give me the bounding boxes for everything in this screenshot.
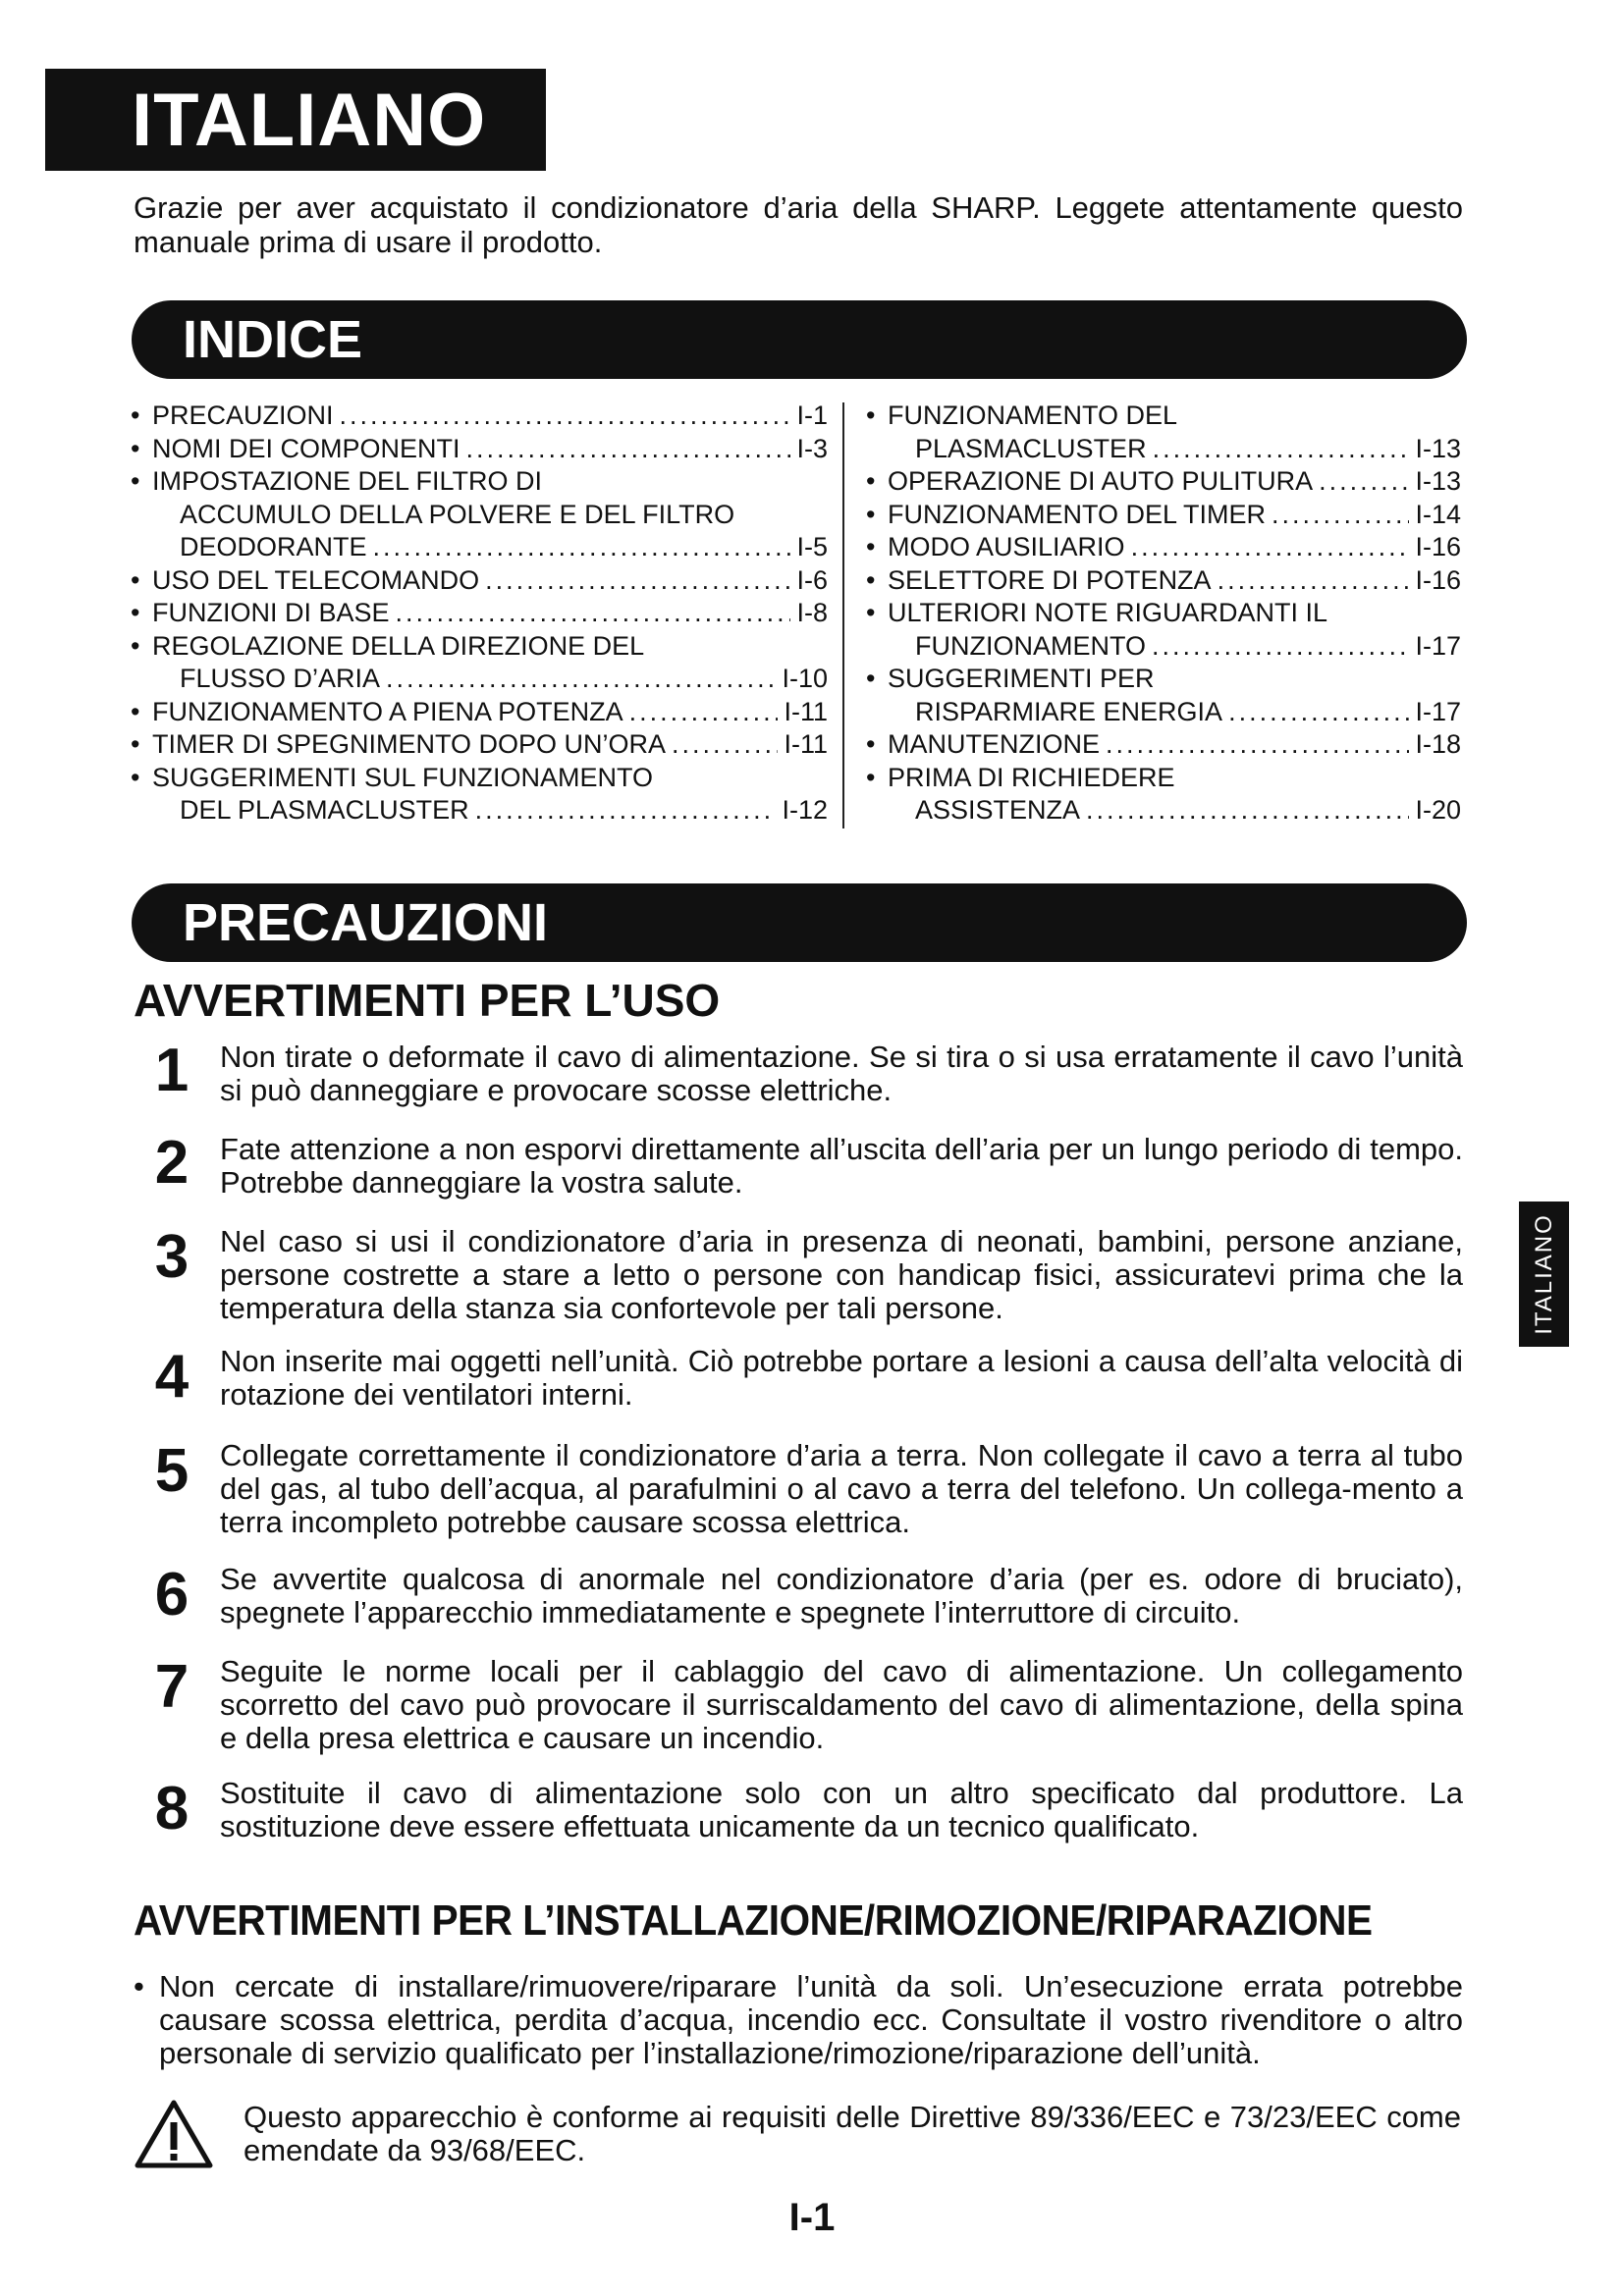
- warning-number: 7: [154, 1653, 189, 1721]
- toc-label: ULTERIORI NOTE RIGUARDANTI IL: [888, 598, 1328, 627]
- indent: [131, 499, 180, 532]
- indent: [866, 433, 915, 466]
- warning-text: Non inserite mai oggetti nell’unità. Ciò potrebbe portare a lesioni a causa dell’alta velocità di rotazione dei ventilatori interni.: [220, 1344, 1463, 1412]
- toc-label: SUGGERIMENTI SUL FUNZIONAMENTO: [152, 762, 654, 792]
- warning-text: Non tirate o deformate il cavo di alimentazione. Se si tira o si usa erratamente il cavo l’unità si può danneggiare e provocare scosse elettriche.: [220, 1040, 1463, 1107]
- toc-line: [131, 465, 828, 499]
- bullet: •: [131, 466, 140, 496]
- toc-page-number: I-10: [782, 664, 828, 693]
- toc-line: [866, 762, 1461, 795]
- bullet: •: [131, 630, 140, 661]
- toc-entry: [866, 597, 1461, 663]
- warning-number: 6: [154, 1561, 189, 1629]
- toc-line: [131, 499, 828, 532]
- bullet: •: [866, 499, 876, 529]
- toc-line: [866, 531, 1461, 564]
- warning-number: 2: [154, 1129, 189, 1197]
- toc-line: [131, 728, 828, 762]
- usage-warnings-heading: AVVERTIMENTI PER L’USO: [134, 975, 721, 1026]
- indent: [131, 663, 180, 696]
- toc-label: ACCUMULO DELLA POLVERE E DEL FILTRO: [180, 499, 735, 529]
- bullet: •: [131, 564, 140, 595]
- toc-entry: [131, 433, 828, 466]
- bullet: •: [131, 433, 140, 463]
- warning-number: 1: [154, 1037, 189, 1104]
- toc-line: [131, 696, 828, 729]
- toc-leader: [1272, 499, 1409, 532]
- toc-page-number: I-1: [796, 400, 828, 430]
- toc-entry: [131, 762, 828, 828]
- bullet: •: [866, 762, 876, 792]
- toc-line: [866, 465, 1461, 499]
- bullet: •: [134, 1969, 144, 2003]
- toc-label: PRIMA DI RICHIEDERE: [888, 762, 1175, 792]
- warning-number: 4: [154, 1343, 189, 1411]
- bullet: •: [866, 400, 876, 430]
- indent: [131, 531, 180, 564]
- toc-label: PLASMACLUSTER: [915, 433, 1147, 463]
- toc-label: IMPOSTAZIONE DEL FILTRO DI: [152, 466, 543, 496]
- toc-line: [131, 630, 828, 664]
- toc-label: FLUSSO D’ARIA: [180, 664, 381, 693]
- toc-label: FUNZIONAMENTO A PIENA POTENZA: [152, 696, 623, 726]
- indent: [131, 794, 180, 828]
- language-title: ITALIANO: [45, 69, 546, 171]
- toc-label: REGOLAZIONE DELLA DIREZIONE DEL: [152, 630, 645, 661]
- toc-page-number: I-13: [1415, 466, 1461, 496]
- toc-leader: [466, 433, 791, 466]
- toc-label: FUNZIONI DI BASE: [152, 598, 390, 627]
- install-note-text: Non cercate di installare/rimuovere/riparare l’unità da soli. Un’esecuzione errata potrebbe causare scossa elettrica, perdita d’acqua, incendio ecc. Consultate il vostro rivenditore o altro personale di servizio qualificato per l’installazione/rimozione/riparazione dell’unità.: [159, 1969, 1463, 2070]
- toc-label: FUNZIONAMENTO DEL: [888, 400, 1178, 430]
- page-number: I-1: [788, 2196, 836, 2239]
- toc-line: [866, 663, 1461, 696]
- toc-page-number: I-18: [1415, 729, 1461, 759]
- warning-number: 5: [154, 1437, 189, 1505]
- toc-page-number: I-11: [784, 729, 828, 759]
- toc-label: USO DEL TELECOMANDO: [152, 564, 480, 595]
- bullet: •: [131, 729, 140, 759]
- toc-line: [866, 728, 1461, 762]
- language-side-tab: [1519, 1201, 1569, 1347]
- toc-line: [131, 762, 828, 795]
- toc-page-number: I-16: [1415, 532, 1461, 561]
- toc-line: [866, 400, 1461, 433]
- warning-text: Seguite le norme locali per il cablaggio del cavo di alimentazione. Un collegamento scorretto del cavo può provocare il surriscaldamento del cavo di alimentazione, della spina e della presa elettrica e causare un incendio.: [220, 1654, 1463, 1755]
- toc-label: MODO AUSILIARIO: [888, 532, 1125, 561]
- precautions-title: PRECAUZIONI: [132, 883, 1467, 962]
- toc-entry: [131, 597, 828, 630]
- toc-page-number: I-3: [796, 433, 828, 463]
- warning-text: Nel caso si usi il condizionatore d’aria in presenza di neonati, bambini, persone anziane, persone costrette a stare a letto o persone con handicap fisici, assicuratevi prima che la temperatura della stanza sia confortevole per tali persone.: [220, 1224, 1463, 1325]
- toc-label: PRECAUZIONI: [152, 400, 334, 430]
- toc-leader: [340, 400, 791, 433]
- bullet: •: [866, 664, 876, 693]
- toc-leader: [373, 531, 791, 564]
- toc-leader: [672, 728, 778, 762]
- toc-page-number: I-5: [796, 532, 828, 561]
- toc-line: [131, 433, 828, 466]
- toc-entry: [866, 499, 1461, 532]
- bullet: •: [866, 466, 876, 496]
- toc-label: DEL PLASMACLUSTER: [180, 795, 469, 825]
- toc-page-number: I-17: [1415, 696, 1461, 726]
- toc-entry: [866, 564, 1461, 598]
- toc-line: [131, 663, 828, 696]
- toc-label: SUGGERIMENTI PER: [888, 664, 1155, 693]
- bullet: •: [131, 762, 140, 792]
- warning-triangle-icon: [134, 2099, 214, 2169]
- toc-line: [866, 630, 1461, 664]
- toc-leader: [396, 597, 791, 630]
- toc-line: [866, 564, 1461, 598]
- toc-leader: [386, 663, 776, 696]
- toc-label: NOMI DEI COMPONENTI: [152, 433, 460, 463]
- toc-line: [866, 794, 1461, 828]
- toc-divider: [842, 402, 844, 828]
- toc-leader: [1086, 794, 1409, 828]
- toc-label: OPERAZIONE DI AUTO PULITURA: [888, 466, 1314, 496]
- toc-entry: [131, 696, 828, 729]
- toc-leader: [629, 696, 779, 729]
- toc-page-number: I-14: [1415, 499, 1461, 529]
- toc-page-number: I-20: [1415, 795, 1461, 825]
- toc-leader: [1106, 728, 1409, 762]
- warning-text: Fate attenzione a non esporvi direttamente all’uscita dell’aria per un lungo periodo di tempo. Potrebbe danneggiare la vostra salute.: [220, 1132, 1463, 1200]
- toc-entry: [866, 728, 1461, 762]
- toc-line: [131, 400, 828, 433]
- toc-page-number: I-13: [1415, 433, 1461, 463]
- toc-label: RISPARMIARE ENERGIA: [915, 696, 1223, 726]
- toc-label: FUNZIONAMENTO: [915, 630, 1146, 661]
- toc-right-column: [866, 400, 1461, 828]
- toc-left-column: [131, 400, 828, 828]
- toc-page-number: I-16: [1415, 564, 1461, 595]
- indent: [866, 696, 915, 729]
- toc-page-number: I-17: [1415, 630, 1461, 661]
- toc-label: MANUTENZIONE: [888, 729, 1100, 759]
- toc-line: [866, 597, 1461, 630]
- toc-entry: [131, 564, 828, 598]
- toc-leader: [1153, 433, 1410, 466]
- toc-entry: [866, 762, 1461, 828]
- warning-text: Se avvertite qualcosa di anormale nel condizionatore d’aria (per es. odore di bruciato), spegnete l’apparecchio immediatamente e spegnete l’interruttore di circuito.: [220, 1562, 1463, 1629]
- bullet: •: [866, 598, 876, 627]
- toc-label: SELETTORE DI POTENZA: [888, 564, 1212, 595]
- toc-entry: [866, 663, 1461, 728]
- install-warnings-heading: AVVERTIMENTI PER L’INSTALLAZIONE/RIMOZIONE/RIPARAZIONE: [134, 1896, 1373, 1945]
- warning-number: 8: [154, 1775, 189, 1842]
- indent: [866, 794, 915, 828]
- install-note: [134, 1970, 1463, 2070]
- toc-leader: [1131, 531, 1410, 564]
- toc-page-number: I-8: [796, 598, 828, 627]
- toc-line: [131, 794, 828, 828]
- toc-line: [866, 499, 1461, 532]
- warning-text: Sostituite il cavo di alimentazione solo con un altro specificato dal produttore. La sostituzione deve essere effettuata unicamente da un tecnico qualificato.: [220, 1776, 1463, 1843]
- bullet: •: [866, 729, 876, 759]
- toc-leader: [1218, 564, 1410, 598]
- bullet: •: [131, 696, 140, 726]
- index-title: INDICE: [132, 300, 1467, 379]
- bullet: •: [866, 564, 876, 595]
- toc-leader: [1228, 696, 1409, 729]
- toc-label: FUNZIONAMENTO DEL TIMER: [888, 499, 1267, 529]
- toc-line: [131, 564, 828, 598]
- toc-entry: [131, 728, 828, 762]
- toc-entry: [866, 400, 1461, 465]
- indent: [866, 630, 915, 664]
- toc-entry: [866, 531, 1461, 564]
- toc-entry: [131, 630, 828, 696]
- toc-label: DEODORANTE: [180, 532, 367, 561]
- conformity-notice: [134, 2099, 1463, 2169]
- toc-line: [866, 696, 1461, 729]
- toc-entry: [131, 400, 828, 433]
- toc-leader: [1319, 465, 1409, 499]
- toc-line: [866, 433, 1461, 466]
- toc-leader: [475, 794, 777, 828]
- intro-text: Grazie per aver acquistato il condizionatore d’aria della SHARP. Leggete attentamente questo manuale prima di usare il prodotto.: [134, 190, 1463, 259]
- warning-number: 3: [154, 1223, 189, 1291]
- toc-leader: [1152, 630, 1409, 664]
- toc-leader: [485, 564, 790, 598]
- bullet: •: [131, 400, 140, 430]
- toc-page-number: I-12: [782, 795, 828, 825]
- bullet: •: [866, 532, 876, 561]
- side-tab-label: ITALIANO: [1530, 1213, 1557, 1335]
- toc-page-number: I-11: [784, 696, 828, 726]
- toc-entry: [866, 465, 1461, 499]
- warning-text: Collegate correttamente il condizionatore d’aria a terra. Non collegate il cavo a terra al tubo del gas, al tubo dell’acqua, al parafulmini o al cavo a terra del telefono. Un collega-mento a terra incompleto potrebbe causare scossa elettrica.: [220, 1438, 1463, 1539]
- toc-line: [131, 597, 828, 630]
- toc-label: ASSISTENZA: [915, 795, 1081, 825]
- bullet: •: [131, 598, 140, 627]
- toc-label: TIMER DI SPEGNIMENTO DOPO UN’ORA: [152, 729, 667, 759]
- toc-line: [131, 531, 828, 564]
- conformity-text: Questo apparecchio è conforme ai requisiti delle Direttive 89/336/EEC e 73/23/EEC come emendate da 93/68/EEC.: [244, 2100, 1461, 2167]
- toc-entry: [131, 465, 828, 564]
- toc-page-number: I-6: [796, 564, 828, 595]
